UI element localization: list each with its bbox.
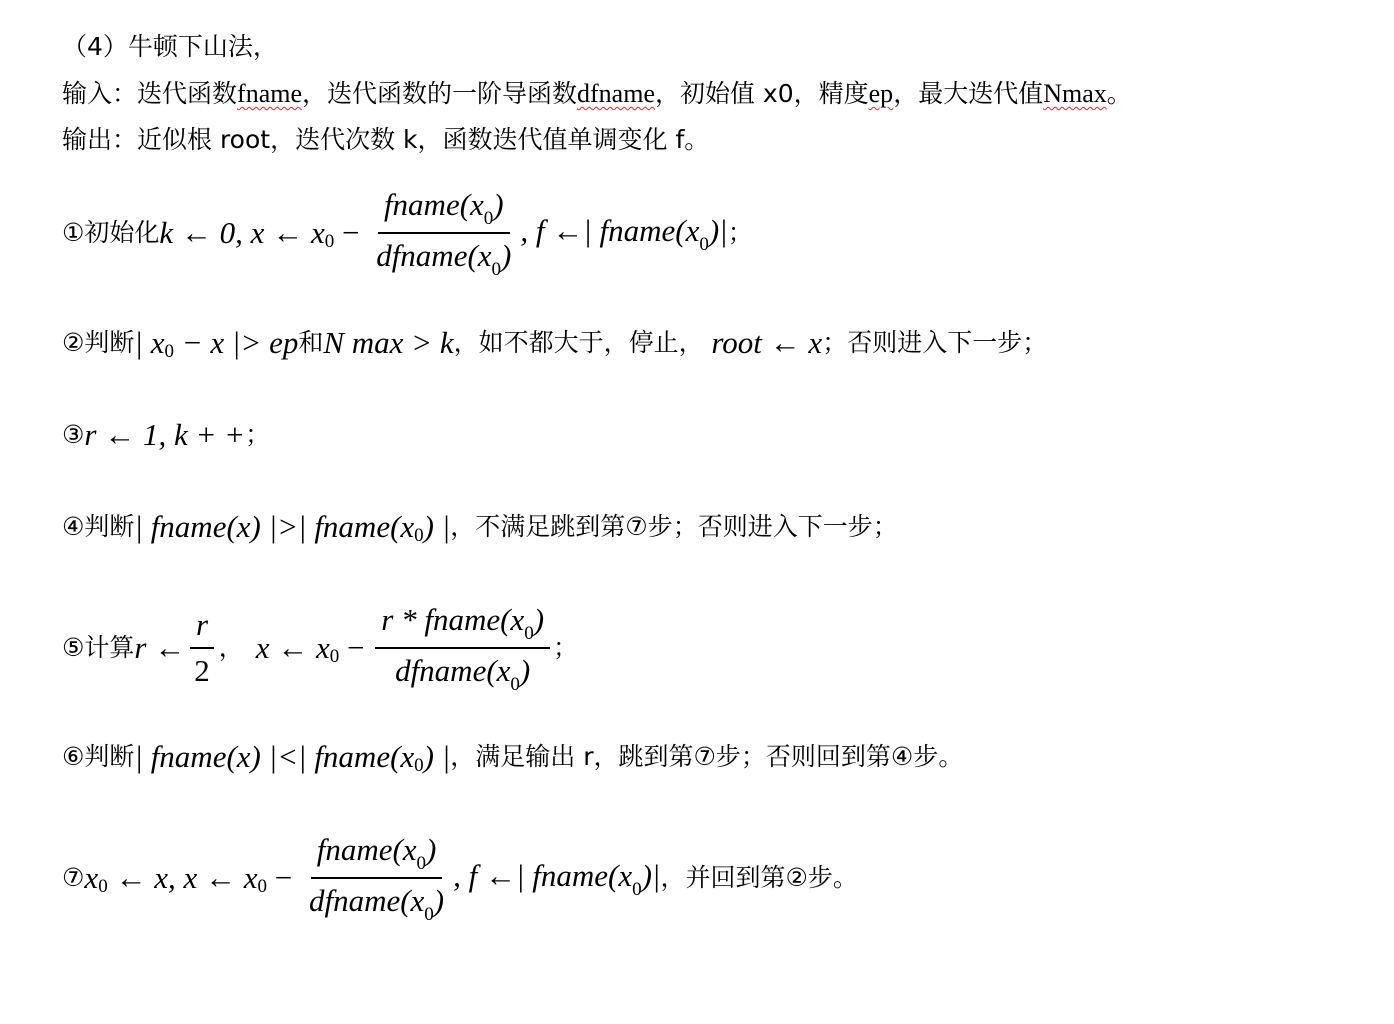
input-text-1: 迭代函数 xyxy=(137,79,238,108)
step-5-r-fraction xyxy=(188,605,216,691)
step-4-sub: 0 xyxy=(414,525,424,546)
step-2 xyxy=(62,326,1047,360)
step-1-end: ； xyxy=(727,218,753,247)
step-7-fraction xyxy=(303,830,450,926)
step-2-expr-b: − x |> ep xyxy=(173,325,299,360)
step-2-expr-c: N max > k xyxy=(323,325,454,360)
step-2-marker: ②判断 xyxy=(62,328,135,357)
step-7-rhs: , f ←| $fname(x_0)|$ xyxy=(453,857,661,900)
step-3-expr: r ← 1, k + + xyxy=(84,417,246,452)
step-1-lhs: k ← 0, x ← x xyxy=(159,215,325,250)
step-4-text: ，不满足跳到第⑦步；否则进入下一步； xyxy=(450,512,898,541)
step-1-sub: 0 xyxy=(324,231,335,252)
step-3 xyxy=(62,418,270,452)
step-2-sub: 0 xyxy=(164,341,174,362)
step-7-text: ，并回到第②步。 xyxy=(660,863,858,892)
input-nmax: Nmax xyxy=(1043,79,1107,108)
step-4-expr-a: | fname(x) |>| fname(x xyxy=(134,509,415,544)
step-6 xyxy=(62,740,963,774)
step-7-denominator: $dfname(x_0)$ xyxy=(308,883,445,925)
step-5-r-arrow: r ← xyxy=(134,630,186,665)
step-5-x-lhs: x ← x xyxy=(255,630,330,665)
step-1-rhs: , f ←| $fname(x_0)|$ xyxy=(520,212,728,255)
step-5-denominator: $dfname(x_0)$ xyxy=(395,653,531,695)
output-text: 输出：近似根 root，迭代次数 k，函数迭代值单调变化 f。 xyxy=(62,125,710,154)
step-5-minus: − xyxy=(339,630,373,665)
step-7-lhs-b: ← x, x ← x xyxy=(107,860,258,895)
input-text-3: ，初始值 x0，精度 xyxy=(654,79,869,108)
step-5 xyxy=(62,600,578,696)
input-text-2: ，迭代函数的一阶导函数 xyxy=(302,79,578,108)
step-7-lhs-a: x xyxy=(84,860,99,895)
step-5-sep: ， xyxy=(218,633,244,662)
step-5-sub: 0 xyxy=(329,646,340,667)
input-text-4: ，最大迭代值 xyxy=(893,79,1044,108)
step-6-expr-b: ) | xyxy=(423,739,451,774)
input-text-5: 。 xyxy=(1106,79,1132,108)
step-6-text: ，满足输出 r，跳到第⑦步；否则回到第④步。 xyxy=(450,742,964,771)
step-3-end: ； xyxy=(245,420,271,449)
output-line xyxy=(62,123,709,157)
step-6-expr-a: | fname(x) |<| fname(x xyxy=(134,739,415,774)
step-2-text-1: ，如不都大于，停止， xyxy=(453,328,704,357)
input-line xyxy=(62,77,1132,111)
step-6-sub: 0 xyxy=(414,755,424,776)
step-5-end: ； xyxy=(553,633,579,662)
step-4-expr-b: ) | xyxy=(423,509,451,544)
step-4 xyxy=(62,510,898,544)
step-4-marker: ④判断 xyxy=(62,512,135,541)
step-1-minus: − xyxy=(334,215,368,250)
step-5-r-denominator: 2 xyxy=(194,653,210,688)
step-2-expr-a: | x xyxy=(134,325,165,360)
section-heading xyxy=(62,30,278,64)
step-5-fraction xyxy=(375,600,550,696)
step-2-text-2: ；否则进入下一步； xyxy=(822,328,1048,357)
step-1-denominator: $dfname(x_0)$ xyxy=(376,238,512,280)
step-5-numerator: r * $fname(x_0)$ xyxy=(375,600,550,649)
step-6-marker: ⑥判断 xyxy=(62,742,135,771)
heading-text: （4）牛顿下山法， xyxy=(62,32,278,61)
step-7-marker: ⑦ xyxy=(62,863,85,892)
input-dfname: dfname xyxy=(577,79,655,108)
input-fname: fname xyxy=(237,79,302,108)
step-7-numerator: $fname(x_0)$ xyxy=(311,830,443,879)
step-1-marker: ①初始化 xyxy=(62,218,160,247)
step-1-numerator: $fname(x_0)$ xyxy=(378,185,510,234)
step-7-lhs-sub: 0 xyxy=(98,876,108,897)
step-5-marker: ⑤计算 xyxy=(62,633,135,662)
step-2-expr-d: root ← x xyxy=(703,325,823,360)
step-1 xyxy=(62,185,753,281)
step-7-sub: 0 xyxy=(257,876,267,897)
step-3-marker: ③ xyxy=(62,420,85,449)
step-1-fraction xyxy=(370,185,517,281)
step-7 xyxy=(62,830,858,926)
step-7-minus: − xyxy=(266,860,300,895)
input-label: 输入： xyxy=(62,79,138,108)
step-2-and: 和 xyxy=(298,328,324,357)
input-ep: ep xyxy=(868,79,894,108)
step-5-r-numerator: r xyxy=(190,605,214,649)
